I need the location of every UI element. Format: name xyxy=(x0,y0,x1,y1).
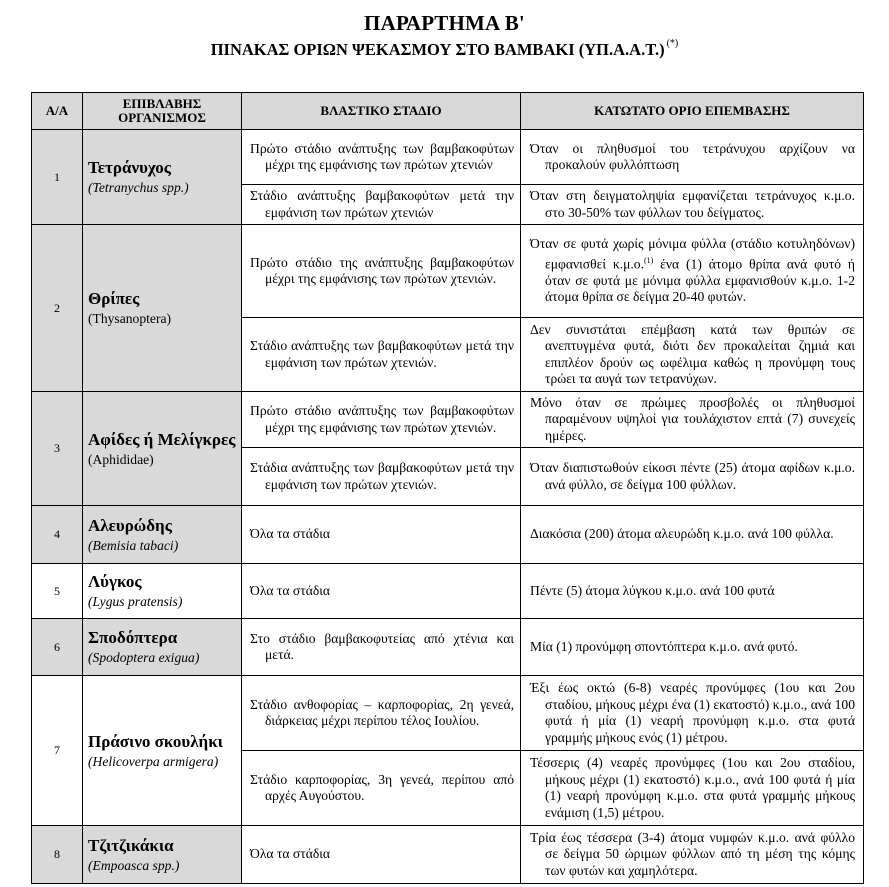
row-number: 2 xyxy=(32,225,83,392)
threshold-text: Πέντε (5) άτομα λύγκου κ.μ.ο. ανά 100 φυτά xyxy=(530,582,775,598)
threshold-text: Όταν οι πληθυσμοί του τετράνυχου αρχίζουν να προκαλούν φυλλόπτωση xyxy=(530,140,855,172)
organism-cell xyxy=(83,130,242,225)
page-title: ΠΑΡΑΡΤΗΜΑ Β' xyxy=(364,11,525,35)
growth-stage xyxy=(242,185,521,225)
growth-stage-text: Πρώτο στάδιο ανάπτυξης των βαμβακοφύτων μέχρι της εμφάνισης των πρώτων χτενιών xyxy=(250,140,514,172)
table-row xyxy=(32,564,864,619)
organism-cell xyxy=(83,619,242,676)
threshold-text: Διακόσια (200) άτομα αλευρώδη κ.μ.ο. ανά 100 φύλλα. xyxy=(530,526,834,542)
organism-cell xyxy=(83,392,242,506)
threshold-text-part: Όταν σε φυτά χωρίς μόνιμα φύλλα (στάδιο κοτυληδόνων) εμφανισθεί κ.μ.ο. xyxy=(530,236,855,272)
organism-cell xyxy=(83,564,242,619)
organism-name: Λύγκος xyxy=(88,572,142,591)
organism-scientific-name: (Empoasca spp.) xyxy=(88,857,180,873)
table-row xyxy=(32,506,864,564)
table-row xyxy=(32,676,864,751)
intervention-threshold xyxy=(521,318,864,392)
growth-stage xyxy=(242,619,521,676)
threshold-text: Μία (1) προνύμφη σποντόπτερα κ.μ.ο. ανά φυτό. xyxy=(530,638,798,654)
organism-scientific-name: (Helicoverpa armigera) xyxy=(88,753,219,769)
growth-stage xyxy=(242,751,521,826)
growth-stage-text: Όλα τα στάδια xyxy=(250,526,331,542)
table-row xyxy=(32,392,864,448)
organism-name: Τζιτζικάκια xyxy=(88,835,174,855)
organism-scientific-name: (Thysanoptera) xyxy=(88,311,172,326)
organism-cell xyxy=(83,826,242,884)
table-header-row xyxy=(32,93,864,130)
row-number: 6 xyxy=(32,619,83,676)
threshold-text: Τέσσερις (4) νεαρές προνύμφες (1ου και 2ου σταδίου, μήκους μέχρι (1) εκατοστό) κ.μ.ο., ανά 100 φυτά ή μία (1) νεαρή προνύμφη κ.μ.ο. στα φυτά γραμμής μήκους ενάμιση (1,5) μέτρου. xyxy=(530,755,855,820)
row-number: 3 xyxy=(32,392,83,506)
threshold-text: Μόνο όταν σε πρώιμες προσβολές οι πληθυσμοί παραμένουν υψηλοί για τουλάχιστον επτά (7) συνεχείς ημέρες. xyxy=(530,394,855,443)
organism-cell xyxy=(83,506,242,564)
organism-scientific-name: (Spodoptera exigua) xyxy=(88,650,200,665)
threshold-text: Όταν διαπιστωθούν είκοσι πέντε (25) άτομα αφίδων κ.μ.ο. ανά φύλλο, σε δείγμα 100 φύλλων. xyxy=(530,460,855,492)
header-organism: ΕΠΙΒΛΑΒΗΣ ΟΡΓΑΝΙΣΜΟΣ xyxy=(83,93,242,130)
organism-scientific-name: (Aphididae) xyxy=(88,451,154,467)
growth-stage-text: Όλα τα στάδια xyxy=(250,582,331,598)
row-number: 5 xyxy=(32,564,83,619)
footnote-mark: (*) xyxy=(666,38,679,49)
growth-stage xyxy=(242,564,521,619)
growth-stage xyxy=(242,448,521,506)
organism-scientific-name: (Tetranychus spp.) xyxy=(88,180,189,195)
intervention-threshold xyxy=(521,392,864,448)
organism-cell xyxy=(83,225,242,392)
row-number: 1 xyxy=(32,130,83,225)
table-row xyxy=(32,619,864,676)
table-row xyxy=(32,225,864,318)
intervention-threshold xyxy=(521,130,864,185)
threshold-text: Δεν συνιστάται επέμβαση κατά των θριπών σε ανεπτυγμένα φυτά, διότι δεν προκαλείται ζημιά και επιπλέον δρούν ως ωφέλιμα καθώς η προνύμφη τους τρώει τα αυγά των τετρανύχων. xyxy=(530,321,855,386)
intervention-threshold xyxy=(521,448,864,506)
row-number: 4 xyxy=(32,506,83,564)
growth-stage-text: Στο στάδιο βαμβακοφυτείας από χτένια και μετά. xyxy=(250,630,514,662)
growth-stage xyxy=(242,676,521,751)
intervention-threshold xyxy=(521,676,864,751)
spray-threshold-table xyxy=(31,92,864,884)
organism-name: Θρίπες xyxy=(88,289,140,308)
intervention-threshold xyxy=(521,826,864,884)
organism-scientific-name: (Lygus pratensis) xyxy=(88,594,183,609)
table-row xyxy=(32,130,864,185)
organism-scientific-name: (Bemisia tabaci) xyxy=(88,537,179,553)
header-num: Α/Α xyxy=(32,93,83,130)
intervention-threshold xyxy=(521,506,864,564)
intervention-threshold xyxy=(521,185,864,225)
threshold-text-part: ένα (1) άτομο θρίπα ανά φυτό ή όταν σε φυτά με μόνιμα φύλλα εμφανισθούν κ.μ.ο. 1-2 άτομα θρίπα σε δείγμα 20-40 φυτών. xyxy=(545,256,855,305)
growth-stage-text: Στάδιο καρποφορίας, 3η γενεά, περίπου από αρχές Αυγούστου. xyxy=(250,771,514,803)
growth-stage xyxy=(242,506,521,564)
organism-name: Πράσινο σκουλήκι xyxy=(88,731,223,751)
threshold-text xyxy=(530,236,855,306)
organism-name: Αφίδες ή Μελίγκρες xyxy=(88,429,236,449)
organism-name: Σποδόπτερα xyxy=(88,628,178,647)
growth-stage xyxy=(242,225,521,318)
growth-stage-text: Στάδια ανάπτυξης των βαμβακοφύτων μετά την εμφάνιση των πρώτων χτενιών. xyxy=(250,460,514,492)
growth-stage-text: Πρώτο στάδιο της ανάπτυξης βαμβακοφύτων μέχρι της εμφάνισης των πρώτων χτενιών. xyxy=(250,254,514,286)
growth-stage-text: Στάδιο ανάπτυξης των βαμβακοφύτων μετά την εμφάνιση των πρώτων χτενιών. xyxy=(250,338,514,370)
growth-stage xyxy=(242,130,521,185)
growth-stage-text: Όλα τα στάδια xyxy=(250,846,331,862)
table-row xyxy=(32,826,864,884)
threshold-text: Έξι έως οκτώ (6-8) νεαρές προνύμφες (1ου και 2ου σταδίου, μήκους μέχρι ένα (1) εκατοστό) κ.μ.ο., ανά 100 φυτά ή μία (1) νεαρή προνύμφη κ.μ.ο. στα φυτά γραμμής μήκους ενός (1) μέτρου. xyxy=(530,680,855,745)
organism-name: Αλευρώδης xyxy=(88,515,172,535)
organism-cell xyxy=(83,676,242,826)
growth-stage xyxy=(242,392,521,448)
row-number: 8 xyxy=(32,826,83,884)
header-stage: ΒΛΑΣΤΙΚΟ ΣΤΑΔΙΟ xyxy=(242,93,521,130)
intervention-threshold xyxy=(521,564,864,619)
growth-stage xyxy=(242,826,521,884)
intervention-threshold xyxy=(521,619,864,676)
table-title xyxy=(0,40,889,60)
growth-stage-text: Στάδιο ανάπτυξης βαμβακοφύτων μετά την εμφάνιση των πρώτων χτενιών xyxy=(250,188,514,220)
header-threshold: ΚΑΤΩΤΑΤΟ ΟΡΙΟ ΕΠΕΜΒΑΣΗΣ xyxy=(521,93,864,130)
growth-stage-text: Πρώτο στάδιο ανάπτυξης των βαμβακοφύτων μέχρι της εμφάνισης των πρώτων χτενιών. xyxy=(250,403,514,435)
growth-stage xyxy=(242,318,521,392)
threshold-text: Τρία έως τέσσερα (3-4) άτομα νυμφών κ.μ.ο. ανά φύλλο σε δείγμα 50 ώριμων φύλλων από τη μέση της κόμης των φυτών και χαμηλότερα. xyxy=(530,829,855,878)
intervention-threshold xyxy=(521,751,864,826)
row-number: 7 xyxy=(32,676,83,826)
footnote-ref: (1) xyxy=(643,255,654,265)
organism-name: Τετράνυχος xyxy=(88,158,171,177)
table-title-text: ΠΙΝΑΚΑΣ ΟΡΙΩΝ ΨΕΚΑΣΜΟΥ ΣΤΟ ΒΑΜΒΑΚΙ (ΥΠ.Α.Α.Τ.) xyxy=(210,40,665,59)
intervention-threshold xyxy=(521,225,864,318)
growth-stage-text: Στάδιο ανθοφορίας – καρποφορίας, 2η γενεά, διάρκειας μέχρι περίπου τέλος Ιουλίου. xyxy=(250,696,514,728)
threshold-text: Όταν στη δειγματοληψία εμφανίζεται τετράνυχος κ.μ.ο. στο 30-50% των φύλλων του δείγματος. xyxy=(530,188,855,220)
